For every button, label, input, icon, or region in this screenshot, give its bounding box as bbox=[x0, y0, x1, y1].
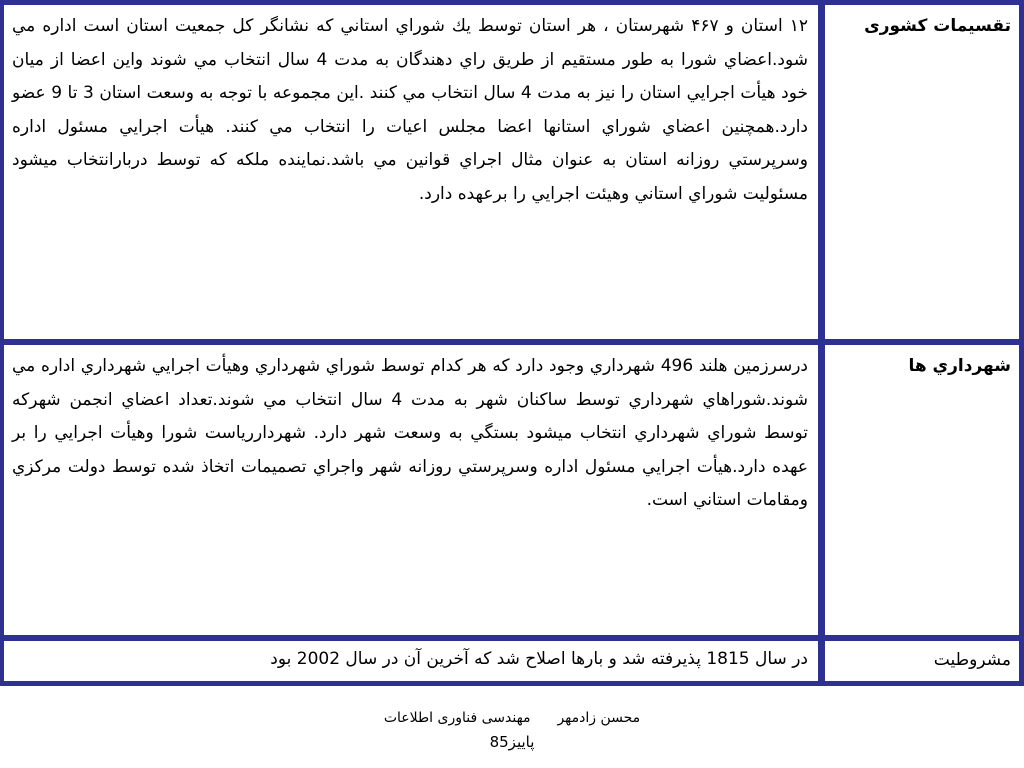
table-row bbox=[0, 345, 1024, 635]
footer-author: محسن زادمهر bbox=[557, 710, 641, 726]
row-heading: مشروطیت bbox=[825, 641, 1019, 681]
row-text: در سال 1815 پذيرفته شد و بارها اصلاح شد كه آخرين آن در سال 2002 بود bbox=[4, 641, 818, 681]
footer-credit bbox=[0, 706, 1024, 730]
table-row bbox=[0, 5, 1024, 339]
row-text: ۱۲ استان و ۴۶۷ شهرستان ، هر استان توسط يك شوراي استاني كه نشانگر كل جمعيت استان است اداره مي شود.اعضاي شورا به طور مستقيم از طريق راي دهندگان به مدت 4 سال انتخاب مي شوند واين اعضا از ميان خود هيأت اجرايي استان را نيز به مدت 4 سال انتخاب مي كنند .اين مجموعه با توجه به وسعت استان 3 تا 9 عضو دارد.همچنين اعضاي شوراي استانها اعضا مجلس اعيات را انتخاب مي كنند. هيأت اجرايي مسئول اداره وسرپرستي روزانه استان به عنوان مثال اجراي قوانين مي باشد.نماينده ملكه كه توسط دربارانتخاب ميشود مسئوليت شوراي استاني وهيئت اجرايي را برعهده دارد. bbox=[4, 5, 818, 339]
row-heading: تقسیمات کشوری bbox=[825, 5, 1019, 339]
table-row bbox=[0, 641, 1024, 681]
footer-title: مهندسی فناوری اطلاعات bbox=[383, 710, 531, 726]
row-text: درسرزمين هلند 496 شهرداري وجود دارد كه هر كدام توسط شوراي شهرداري وهيأت اجرايي شهرداري اداره مي شوند.شوراهاي شهرداري توسط ساكنان شهر به مدت 4 سال انتخاب مي شوند.تعداد اعضاي انجمن شهركه توسط شوراي شهرداري انتخاب ميشود بستگي به وسعت شهر دارد. شهرداررياست شورا وهيأت اجرايي را بر عهده دارد.هيأت اجرايي مسئول اداره وسرپرستي روزانه شهر واجراي تصميمات اتخاذ شده توسط دولت مركزي ومقامات استاني است. bbox=[4, 345, 818, 635]
slide-footer bbox=[0, 706, 1024, 754]
footer-date: پاییز85 bbox=[489, 733, 535, 751]
row-heading: شهرداري ها bbox=[825, 345, 1019, 635]
